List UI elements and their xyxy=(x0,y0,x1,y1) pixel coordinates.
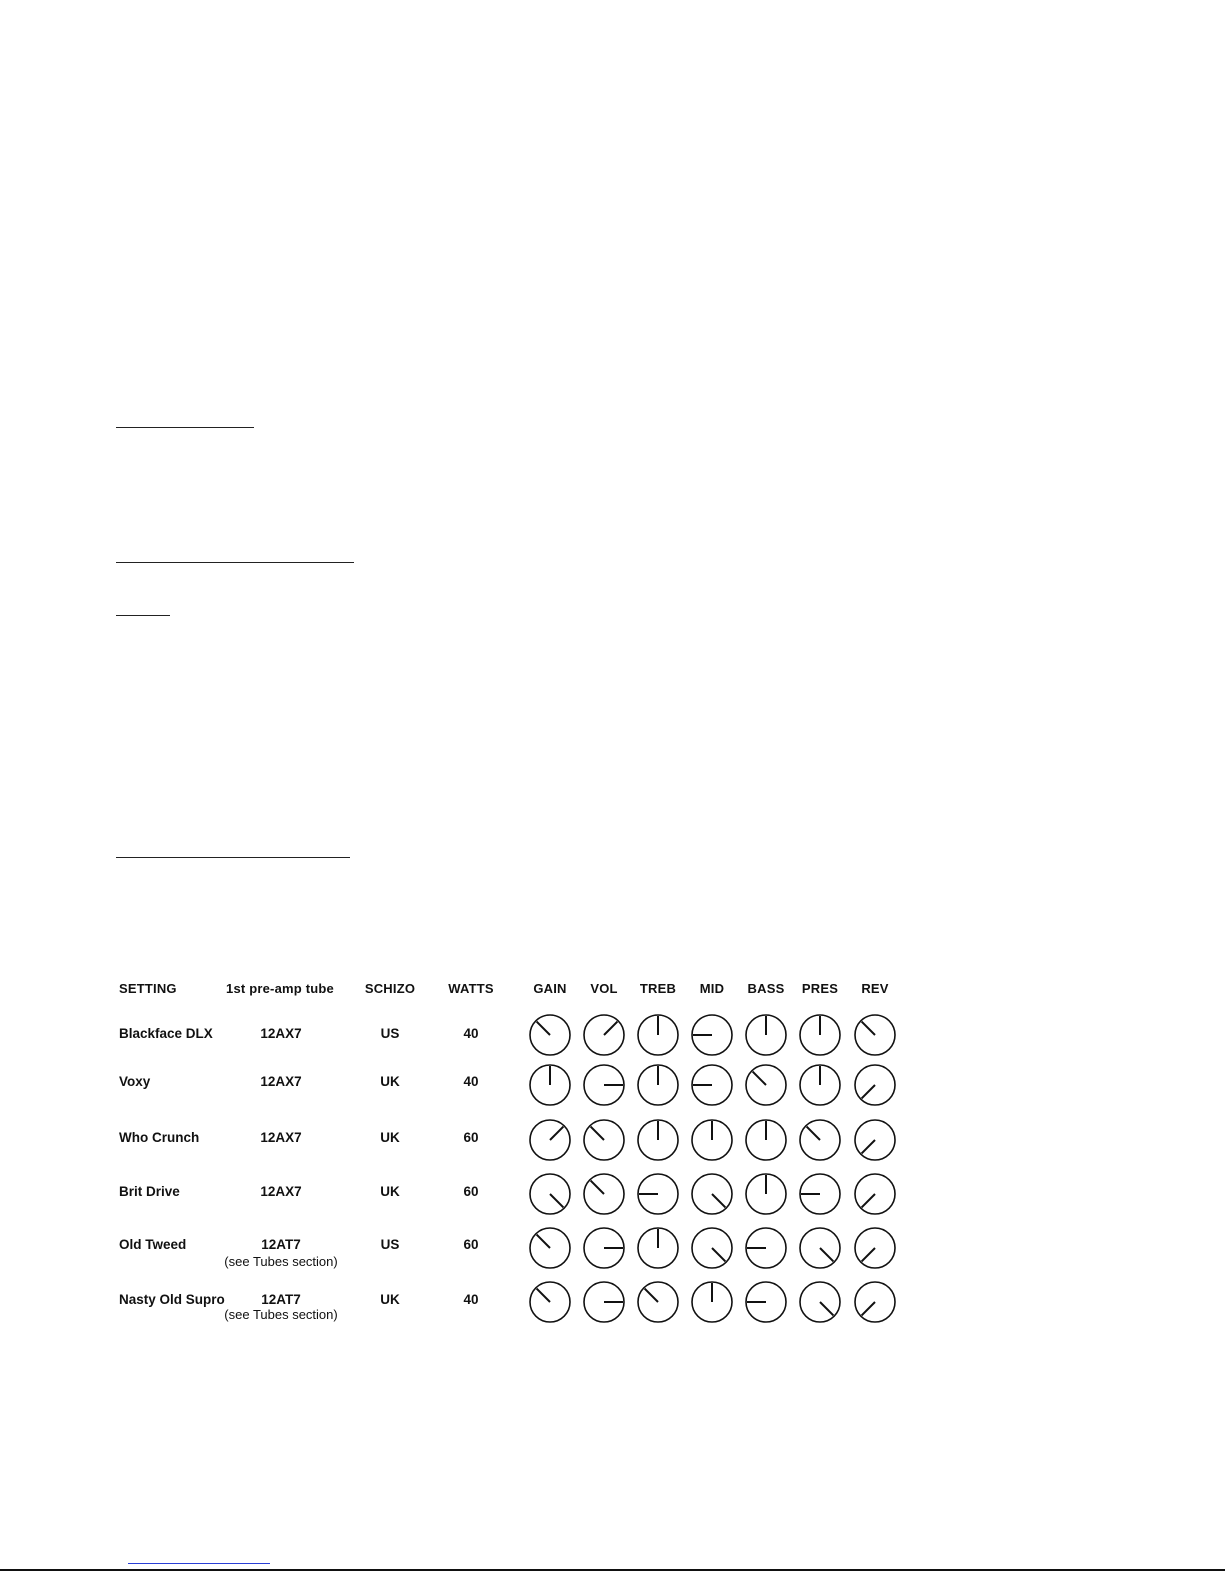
row-watts: 60 xyxy=(463,1130,479,1145)
knob-gain-icon xyxy=(530,1282,570,1322)
knob-gain-icon xyxy=(530,1228,570,1268)
knob-gain-icon xyxy=(530,1174,570,1214)
knob-vol-icon xyxy=(584,1120,624,1160)
header-vol: VOL xyxy=(590,981,618,996)
header-treb: TREB xyxy=(639,981,677,996)
header-setting: SETTING xyxy=(119,981,177,996)
knob-rev-icon xyxy=(855,1228,895,1268)
row-watts: 60 xyxy=(463,1237,479,1252)
row-tube-note: (see Tubes section) xyxy=(224,1254,338,1269)
header-watts: WATTS xyxy=(448,981,494,996)
row-setting: Old Tweed xyxy=(119,1237,187,1252)
header-pres: PRES xyxy=(801,981,839,996)
header-mid: MID xyxy=(699,981,725,996)
row-schizo: UK xyxy=(380,1184,400,1199)
row-watts: 40 xyxy=(463,1026,479,1041)
knob-treb-icon xyxy=(638,1174,678,1214)
header-tube: 1st pre-amp tube xyxy=(226,981,334,996)
row-tube: 12AX7 xyxy=(260,1074,302,1089)
knob-bass-icon xyxy=(746,1120,786,1160)
row-tube: 12AT7 xyxy=(261,1237,301,1252)
knob-rev-icon xyxy=(855,1015,895,1055)
knob-bass-icon xyxy=(746,1282,786,1322)
knob-gain-icon xyxy=(530,1120,570,1160)
row-watts: 40 xyxy=(463,1074,479,1089)
knob-vol-icon xyxy=(584,1282,624,1322)
knob-vol-icon xyxy=(584,1228,624,1268)
row-setting: Voxy xyxy=(119,1074,151,1089)
knob-rev-icon xyxy=(855,1174,895,1214)
row-watts: 40 xyxy=(463,1292,479,1307)
knob-treb-icon xyxy=(638,1120,678,1160)
knob-pres-icon xyxy=(800,1282,840,1322)
knob-pres-icon xyxy=(800,1065,840,1105)
row-schizo: US xyxy=(380,1237,400,1252)
knob-mid-icon xyxy=(692,1065,732,1105)
knob-mid-icon xyxy=(692,1228,732,1268)
knob-bass-icon xyxy=(746,1174,786,1214)
knob-vol-icon xyxy=(584,1065,624,1105)
header-schizo: SCHIZO xyxy=(364,981,416,996)
header-rev: REV xyxy=(861,981,889,996)
row-setting: Who Crunch xyxy=(119,1130,200,1145)
knob-pres-icon xyxy=(800,1015,840,1055)
knob-gain-icon xyxy=(530,1015,570,1055)
knob-treb-icon xyxy=(638,1282,678,1322)
row-setting: Brit Drive xyxy=(119,1184,180,1199)
knob-treb-icon xyxy=(638,1228,678,1268)
footer-link-underline xyxy=(128,1563,270,1564)
knob-pres-icon xyxy=(800,1228,840,1268)
row-schizo: UK xyxy=(380,1292,400,1307)
knob-vol-icon xyxy=(584,1015,624,1055)
row-watts: 60 xyxy=(463,1184,479,1199)
knob-gain-icon xyxy=(530,1065,570,1105)
footer-divider xyxy=(0,1569,1225,1571)
row-setting: Blackface DLX xyxy=(119,1026,213,1041)
knob-bass-icon xyxy=(746,1065,786,1105)
knob-bass-icon xyxy=(746,1015,786,1055)
row-schizo: UK xyxy=(380,1074,400,1089)
knob-treb-icon xyxy=(638,1015,678,1055)
knob-pres-icon xyxy=(800,1120,840,1160)
knob-rev-icon xyxy=(855,1065,895,1105)
row-tube: 12AT7 xyxy=(261,1292,301,1307)
row-tube: 12AX7 xyxy=(260,1130,302,1145)
header-bass: BASS xyxy=(747,981,785,996)
knob-mid-icon xyxy=(692,1282,732,1322)
row-tube: 12AX7 xyxy=(260,1026,302,1041)
knob-mid-icon xyxy=(692,1120,732,1160)
row-tube-note: (see Tubes section) xyxy=(224,1307,338,1322)
knob-vol-icon xyxy=(584,1174,624,1214)
row-schizo: UK xyxy=(380,1130,400,1145)
header-gain: GAIN xyxy=(533,981,567,996)
row-schizo: US xyxy=(380,1026,400,1041)
row-setting: Nasty Old Supro xyxy=(119,1292,225,1307)
row-tube: 12AX7 xyxy=(260,1184,302,1199)
knob-mid-icon xyxy=(692,1174,732,1214)
knob-treb-icon xyxy=(638,1065,678,1105)
knob-pres-icon xyxy=(800,1174,840,1214)
knob-rev-icon xyxy=(855,1282,895,1322)
knob-bass-icon xyxy=(746,1228,786,1268)
knob-mid-icon xyxy=(692,1015,732,1055)
knob-rev-icon xyxy=(855,1120,895,1160)
